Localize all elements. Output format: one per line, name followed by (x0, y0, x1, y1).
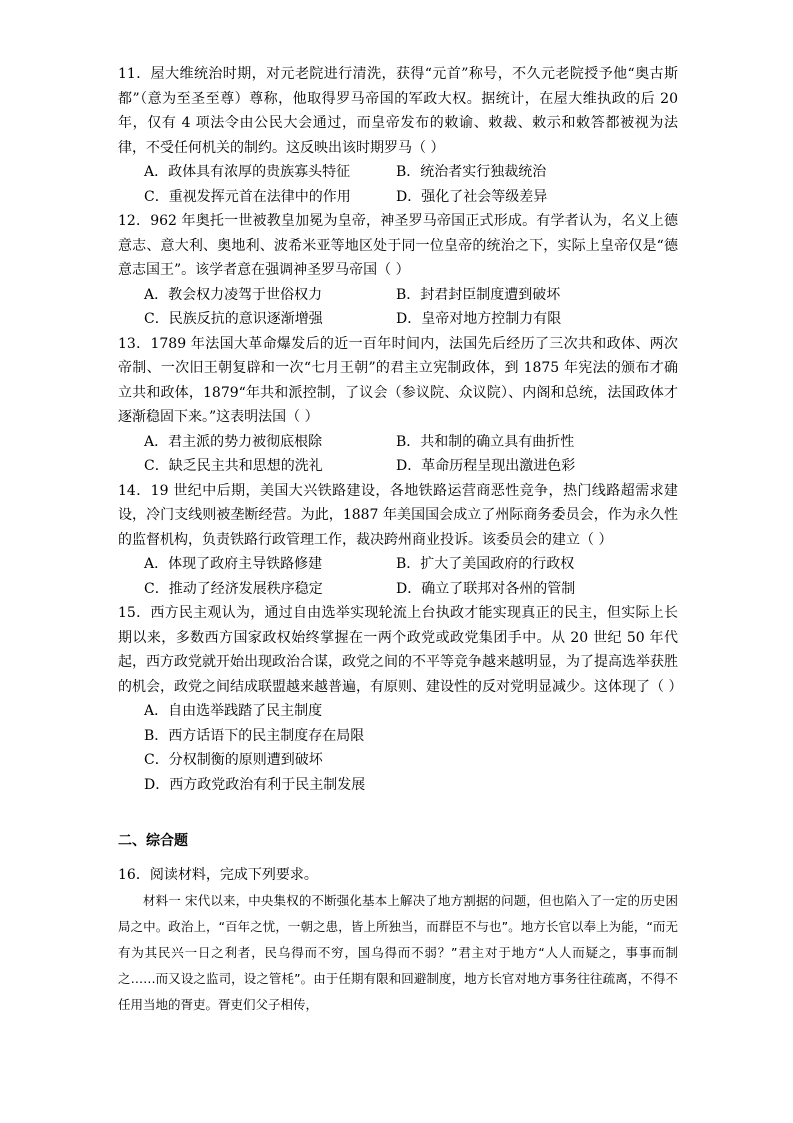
question-11 (118, 62, 678, 209)
material-text: 材料一 宋代以来，中央集权的不断强化基本上解决了地方割据的问题，但也陷入了一定的历史困局之中。政治上，“百年之忧，一朝之患，皆上所独当，而群臣不与也”。地方长官以奉上为能，“而无有为其民兴一日之利者，民乌得而不穷，国乌得而不弱？”君主对于地方“人人而疑之，事事而制之……而又设之监司，设之管枆”。由于任期有限和回避制度，地方长官对地方事务往往疏离，不得不任用当地的胥吏。胥吏们父子相传， (118, 892, 678, 1012)
option-c: C．推动了经济发展秩序稳定 (144, 580, 323, 597)
option-d: D．革命历程呈现出激进色彩 (396, 458, 576, 474)
option-d: D．确立了联邦对各州的管制 (396, 580, 576, 597)
option-b: B．西方话语下的民主制度存在局限 (144, 727, 365, 744)
question-14 (118, 479, 678, 602)
option-b: B．统治者实行独裁统治 (396, 164, 547, 180)
question-16 (118, 863, 678, 1018)
question-stem: 12．962 年奥托一世被教皇加冕为皇帝，神圣罗马帝国正式形成。有学者认为，名义上德意志、意大利、奥地利、波希米亚等地区处于同一位皇帝的统治之下，实际上皇帝仅是“德意志国王”。该学者意在强调神圣罗马帝国（ ） (118, 213, 678, 278)
option-a: A．教会权力凌驾于世俗权力 (144, 286, 323, 303)
option-d: D．西方政党政治有利于民主制发展 (144, 776, 366, 793)
option-b: B．封君封臣制度遭到破坏 (396, 286, 561, 303)
option-d: D．皇帝对地方控制力有限 (396, 311, 562, 327)
option-c: C．重视发挥元首在法律中的作用 (144, 188, 351, 205)
option-b: B．扩大了美国政府的行政权 (396, 556, 575, 572)
question-12 (118, 209, 678, 332)
option-b: B．共和制的确立具有曲折性 (396, 433, 575, 450)
question-stem: 15．西方民主观认为，通过自由选举实现轮流上台执政才能实现真正的民主，但实际上长期以来，多数西方国家政权始终掌握在一两个政党或政党集团手中。从 20 世纪 50 年代起，西方政党就开始出现政治合谋，政党之间的不平等竞争越来越明显，为了提高选举获胜的机会，政党之间结成联盟越来越普遍，有原则、建设性的反对党明显减少。这体现了（ ） (118, 605, 683, 695)
option-a: A．自由选举践踏了民主制度 (144, 703, 323, 719)
question-13 (118, 332, 678, 479)
exam-page (118, 62, 683, 1018)
question-stem: 11．屋大维统治时期，对元老院进行清洗，获得“元首”称号，不久元老院授予他“奥古斯都”（意为至圣至尊）尊称，他取得罗马帝国的军政大权。据统计，在屋大维执政的后 20 年，仅有 4 项法令由公民大会通过，而皇帝发布的敕谕、敕裁、敕示和敕答都被视为法律，不受任何机关的制约。这反映出该时期罗马（ ） (118, 66, 678, 156)
option-c: C．缺乏民主共和思想的洗礼 (144, 458, 323, 474)
question-stem: 16．阅读材料，完成下列要求。 (118, 867, 318, 883)
option-a: A．体现了政府主导铁路修建 (144, 556, 323, 572)
question-15 (118, 601, 683, 797)
question-stem: 14．19 世纪中后期，美国大兴铁路建设，各地铁路运营商恶性竞争，热门线路超需求建设，冷门支线则被垄断经营。为此，1887 年美国国会成立了州际商务委员会，作为永久性的监督机构，负责铁路行政管理工作，裁决跨州商业投诉。该委员会的建立（ ） (118, 482, 678, 548)
question-stem: 13．1789 年法国大革命爆发后的近一百年时间内，法国先后经历了三次共和政体、两次帝制、一次旧王朝复辟和一次“七月王朝”的君主立宪制政体，到 1875 年宪法的颁布才确立共和政体，1879“年共和派控制，了议会（参议院、众议院）、内阁和总统，法国政体才逐渐稳固下来。”这表明法国（ ） (118, 335, 678, 425)
option-a: A．君主派的势力被彻底根除 (144, 433, 323, 450)
option-c: C．分权制衡的原则遭到破坏 (144, 752, 323, 768)
option-d: D．强化了社会等级差异 (396, 188, 548, 205)
option-c: C．民族反抗的意识逐渐增强 (144, 311, 323, 327)
section-title: 二、综合题 (118, 833, 188, 849)
option-a: A．政体具有浓厚的贵族寡头特征 (144, 164, 351, 180)
